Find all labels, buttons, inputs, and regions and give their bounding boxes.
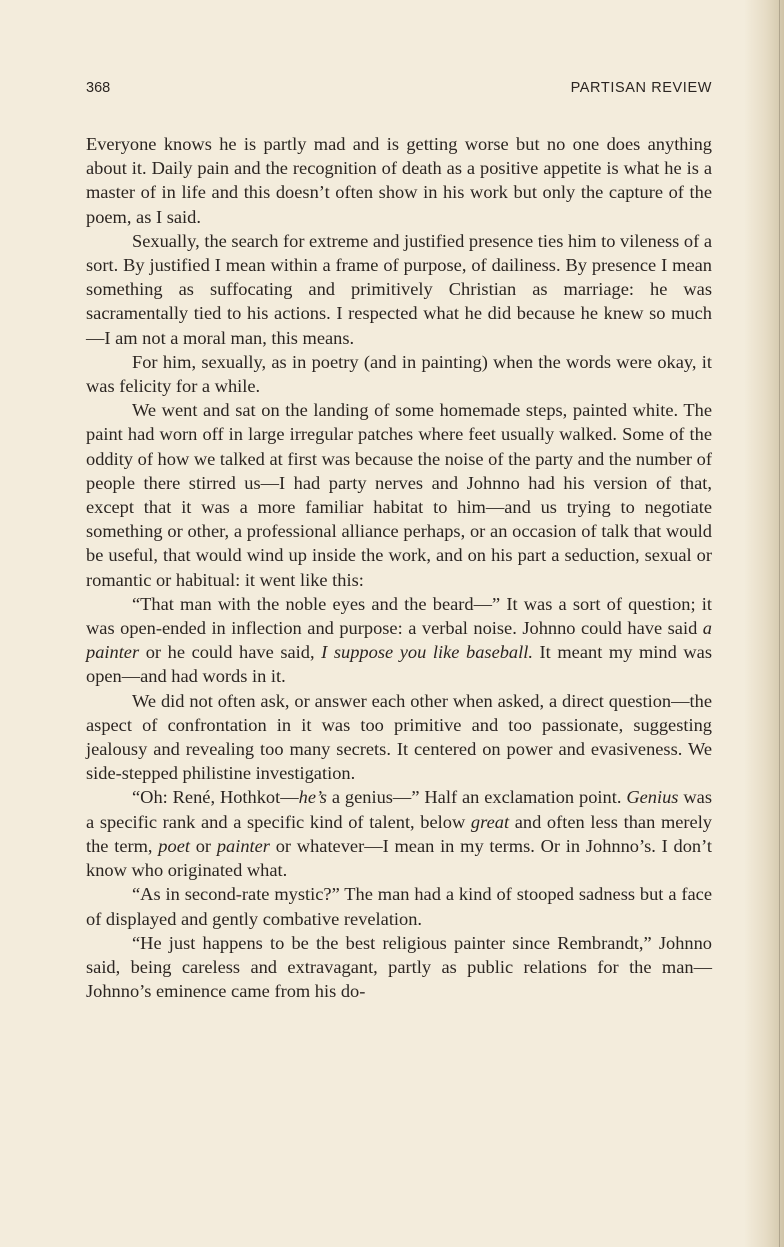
paragraph-text: It meant my mind was open—and had words in it. — [86, 642, 712, 687]
italic-text: poet — [158, 835, 190, 856]
paragraph-text: a genius—” Half an exclamation point. — [326, 787, 627, 808]
paragraph — [86, 350, 712, 398]
italic-text: painter — [216, 835, 270, 856]
paragraph-text: or whatever—I mean in my terms. Or in Johnno’s. I don’t know who originated what. — [86, 835, 712, 881]
page-number: 368 — [86, 80, 111, 96]
italic-text: great — [470, 811, 510, 832]
paragraph-text: “Oh: René, Hothkot— — [132, 787, 299, 808]
paragraph-text: “That man with the noble eyes and the beard—” It was a sort of question; it was open-ended in inflection and purpose: a verbal noise. Johnno could have said — [86, 593, 712, 639]
paragraph-text: We went and sat on the landing of some homemade steps, painted white. The paint had worn off in large irregular patches where feet usually walked. Some of the oddity of how we talked at first was because the noise of the party and the number of people there stirred us—I had party nerves and Johnno had his version of that, except that it was a more familiar habitat to him—and us trying to negotiate something or other, a professional alliance perhaps, or an occasion of talk that would be useful, that would wind up inside the work, and on his part a seduction, sexual or romantic or habitual: it went like this: — [86, 400, 712, 590]
paragraph — [86, 785, 712, 882]
italic-text: a painter — [86, 618, 712, 663]
paragraph-text: “As in second-rate mystic?” The man had a kind of stooped sadness but a face of displayed and gently combative revelation. — [86, 884, 712, 929]
page-header — [86, 80, 712, 100]
page-edge-shadow — [744, 0, 784, 1247]
paragraph — [86, 592, 712, 689]
paragraph — [86, 229, 712, 350]
italic-text: he’s — [298, 787, 327, 808]
paragraph-text: We did not often ask, or answer each other when asked, a direct question—the aspect of confrontation in it was too primitive and too passionate, suggesting jealousy and revealing too many secrets. It centered on power and evasiveness. We side-stepped philistine investigation. — [86, 690, 712, 784]
italic-text: Genius — [626, 787, 679, 808]
paragraph — [86, 931, 712, 1004]
paragraph — [86, 689, 712, 786]
paragraph-text: was a specific rank and a specific kind of talent, below — [86, 787, 712, 832]
paragraph-text: or he could have said, — [139, 642, 322, 663]
paragraph — [86, 398, 712, 592]
paragraph-text: For him, sexually, as in poetry (and in painting) when the words were okay, it was felicity for a while. — [86, 351, 712, 397]
paragraph-text: Everyone knows he is partly mad and is getting worse but no one does anything about it. Daily pain and the recognition of death as a positive appetite is what he is a master of in life and this doesn’t often show in his work but only the capture of the poem, as I said. — [86, 134, 712, 227]
paragraph-text: or — [189, 835, 217, 856]
italic-text: I suppose you like baseball. — [321, 642, 533, 663]
running-title: PARTISAN REVIEW — [570, 80, 712, 96]
page-edge-line — [779, 0, 780, 1247]
paragraph-text: Sexually, the search for extreme and justified presence ties him to vileness of a sort. By justified I mean within a frame of purpose, of dailiness. By presence I mean something as suffocating and primitively Christian as marriage: he was sacramentally tied to his actions. I respected what he did because he knew so much—I am not a moral man, this means. — [86, 230, 712, 348]
paragraph — [86, 132, 712, 229]
paragraph-text: and often less than merely the term, — [86, 811, 713, 856]
body-text — [86, 132, 712, 1003]
paragraph-text: “He just happens to be the best religious painter since Rembrandt,” Johnno said, being careless and extravagant, partly as public relations for the man—Johnno’s eminence came from his do- — [86, 932, 712, 1002]
paragraph — [86, 882, 712, 930]
